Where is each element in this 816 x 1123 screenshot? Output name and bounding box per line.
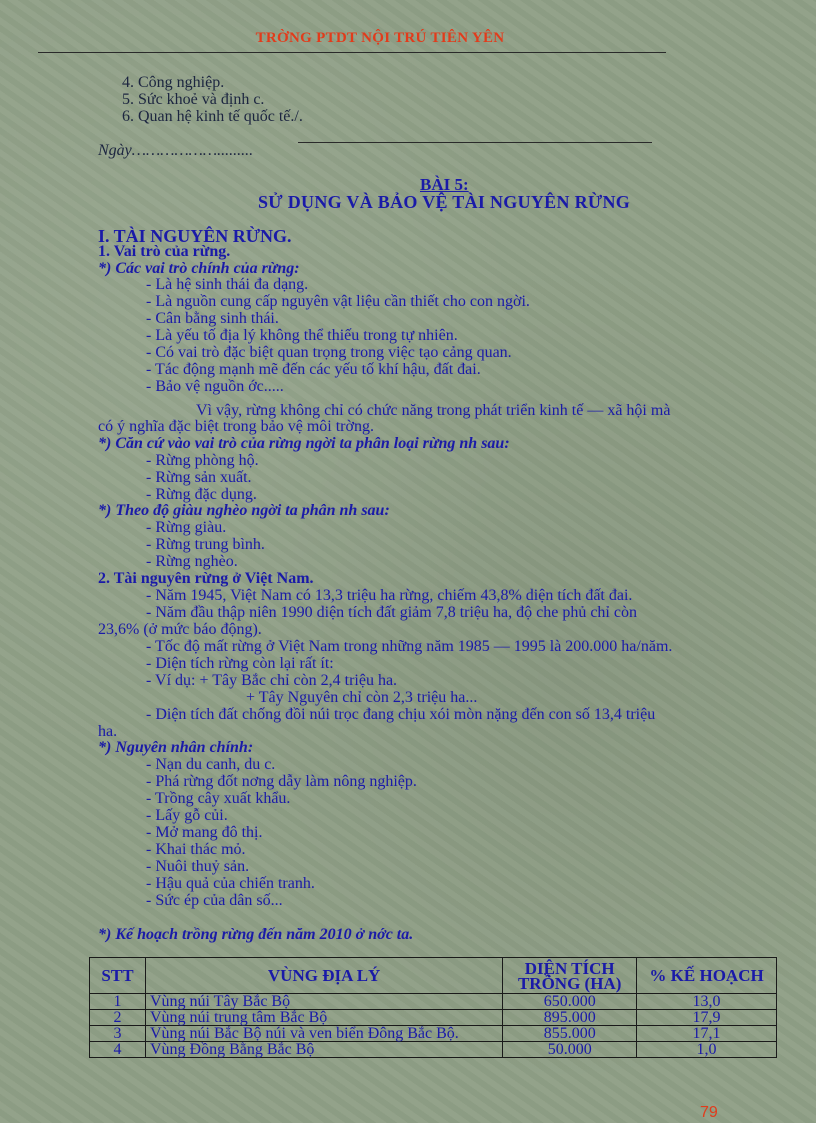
- list-item: - Trồng cây xuất khẩu.: [146, 790, 291, 807]
- date-line: Ngày……………….........: [98, 142, 254, 159]
- list-item: 6. Quan hệ kinh tế quốc tế./.: [122, 108, 303, 125]
- list-item: - Rừng đặc dụng.: [146, 486, 257, 503]
- page-number: 79: [700, 1104, 718, 1121]
- table-cell: 4: [90, 1042, 146, 1058]
- table-row: [90, 1026, 777, 1042]
- lesson-label: BÀI 5:: [420, 175, 469, 194]
- wealth-heading: *) Theo độ giàu nghèo ngời ta phân nh sau:: [98, 502, 390, 519]
- table-cell: 17,1: [637, 1026, 777, 1042]
- table-cell: 3: [90, 1026, 146, 1042]
- list-item: 5. Sức khoẻ và định c.: [122, 91, 265, 108]
- list-item: - Tốc độ mất rừng ở Việt Nam trong những năm 1985 — 1995 là 200.000 ha/năm.: [146, 638, 673, 655]
- list-item: - Sức ép của dân số...: [146, 892, 283, 909]
- list-item: - Ví dụ: + Tây Bắc chỉ còn 2,4 triệu ha.: [146, 672, 398, 689]
- table-cell: Vùng Đồng Bằng Bắc Bộ: [145, 1042, 502, 1058]
- list-item: + Tây Nguyên chỉ còn 2,3 triệu ha...: [246, 689, 478, 706]
- planting-plan-table: [89, 957, 777, 1058]
- section-heading: I. TÀI NGUYÊN RỪNG.: [98, 226, 292, 246]
- header-rule: [38, 52, 666, 53]
- list-item: - Mở mang đô thị.: [146, 824, 263, 841]
- list-item: - Khai thác mỏ.: [146, 841, 246, 858]
- table-cell: Vùng núi trung tâm Bắc Bộ: [145, 1010, 502, 1026]
- list-item: - Hậu quả của chiến tranh.: [146, 875, 315, 892]
- table-cell: 2: [90, 1010, 146, 1026]
- subsection-heading: 1. Vai trò của rừng.: [98, 243, 231, 260]
- list-item: 4. Công nghiệp.: [122, 74, 225, 91]
- list-item: - Rừng giàu.: [146, 519, 227, 536]
- table-cell: 1: [90, 994, 146, 1010]
- causes-heading: *) Nguyên nhân chính:: [98, 739, 254, 756]
- list-item: ha.: [98, 723, 118, 740]
- list-item: - Nạn du canh, du c.: [146, 756, 276, 773]
- list-item: - Diện tích rừng còn lại rất ít:: [146, 655, 334, 672]
- list-item: - Diện tích đất chống đồi núi trọc đang chịu xói mòn nặng đến con số 13,4 triệu: [146, 706, 656, 723]
- table-header-cell: % KẾ HOẠCH: [637, 958, 777, 994]
- paragraph-line: có ý nghĩa đặc biệt trong bảo vệ môi trờng.: [98, 418, 374, 435]
- table-header-cell: STT: [90, 958, 146, 994]
- list-item: - Nuôi thuỷ sản.: [146, 858, 250, 875]
- list-item: - Năm 1945, Việt Nam có 13,3 triệu ha rừng, chiếm 43,8% diện tích đất đai.: [146, 587, 633, 604]
- list-item: - Cân bằng sinh thái.: [146, 310, 279, 327]
- date-rule: [298, 142, 652, 143]
- list-item: - Lấy gỗ củi.: [146, 807, 228, 824]
- list-item: - Là yếu tố địa lý không thể thiếu trong tự nhiên.: [146, 327, 458, 344]
- list-item: - Là nguồn cung cấp nguyên vật liệu cần thiết cho con ngời.: [146, 293, 530, 310]
- classify-heading: *) Căn cứ vào vai trò của rừng ngời ta phân loại rừng nh sau:: [98, 435, 510, 452]
- list-item: - Bảo vệ nguồn ớc.....: [146, 378, 284, 395]
- plan-heading: *) Kế hoạch trồng rừng đến năm 2010 ở nớc ta.: [98, 926, 414, 943]
- table-cell: Vùng núi Tây Bắc Bộ: [145, 994, 502, 1010]
- header-title: TRỜNG PTDT NỘI TRÚ TIÊN YÊN: [255, 30, 505, 46]
- list-item: - Rừng phòng hộ.: [146, 452, 259, 469]
- lesson-title: SỬ DỤNG VÀ BẢO VỆ TÀI NGUYÊN RỪNG: [258, 192, 631, 212]
- table-header-cell: DIỆN TÍCH TRỒNG (HA): [503, 958, 637, 994]
- list-item: - Năm đầu thập niên 1990 diện tích đất giảm 7,8 triệu ha, độ che phủ chỉ còn: [146, 604, 637, 621]
- table-cell: 895.000: [503, 1010, 637, 1026]
- list-item: - Là hệ sinh thái đa dạng.: [146, 276, 309, 293]
- table-row: [90, 1010, 777, 1026]
- list-item: - Có vai trò đặc biệt quan trọng trong việc tạo cảng quan.: [146, 344, 512, 361]
- roles-heading: *) Các vai trò chính của rừng:: [98, 260, 300, 277]
- table-cell: 1,0: [637, 1042, 777, 1058]
- table-cell: 650.000: [503, 994, 637, 1010]
- table-cell: Vùng núi Bắc Bộ núi và ven biển Đông Bắc Bộ.: [145, 1026, 502, 1042]
- list-item: - Rừng trung bình.: [146, 536, 265, 553]
- table-cell: 855.000: [503, 1026, 637, 1042]
- table-cell: 50.000: [503, 1042, 637, 1058]
- paragraph-line: Vì vậy, rừng không chỉ có chức năng trong phát triển kinh tế — xã hội mà: [196, 402, 671, 419]
- table-header-cell: VÙNG ĐỊA LÝ: [145, 958, 502, 994]
- list-item: - Tác động mạnh mẽ đến các yếu tố khí hậu, đất đai.: [146, 361, 481, 378]
- table-row: [90, 1042, 777, 1058]
- table-cell: 13,0: [637, 994, 777, 1010]
- list-item: - Rừng sản xuất.: [146, 469, 252, 486]
- list-item: 23,6% (ở mức báo động).: [98, 621, 262, 638]
- table-cell: 17,9: [637, 1010, 777, 1026]
- table-header-row: [90, 958, 777, 994]
- subsection-heading: 2. Tài nguyên rừng ở Việt Nam.: [98, 570, 314, 587]
- table-row: [90, 994, 777, 1010]
- list-item: - Rừng nghèo.: [146, 553, 238, 570]
- list-item: - Phá rừng đốt nơng dẫy làm nông nghiệp.: [146, 773, 417, 790]
